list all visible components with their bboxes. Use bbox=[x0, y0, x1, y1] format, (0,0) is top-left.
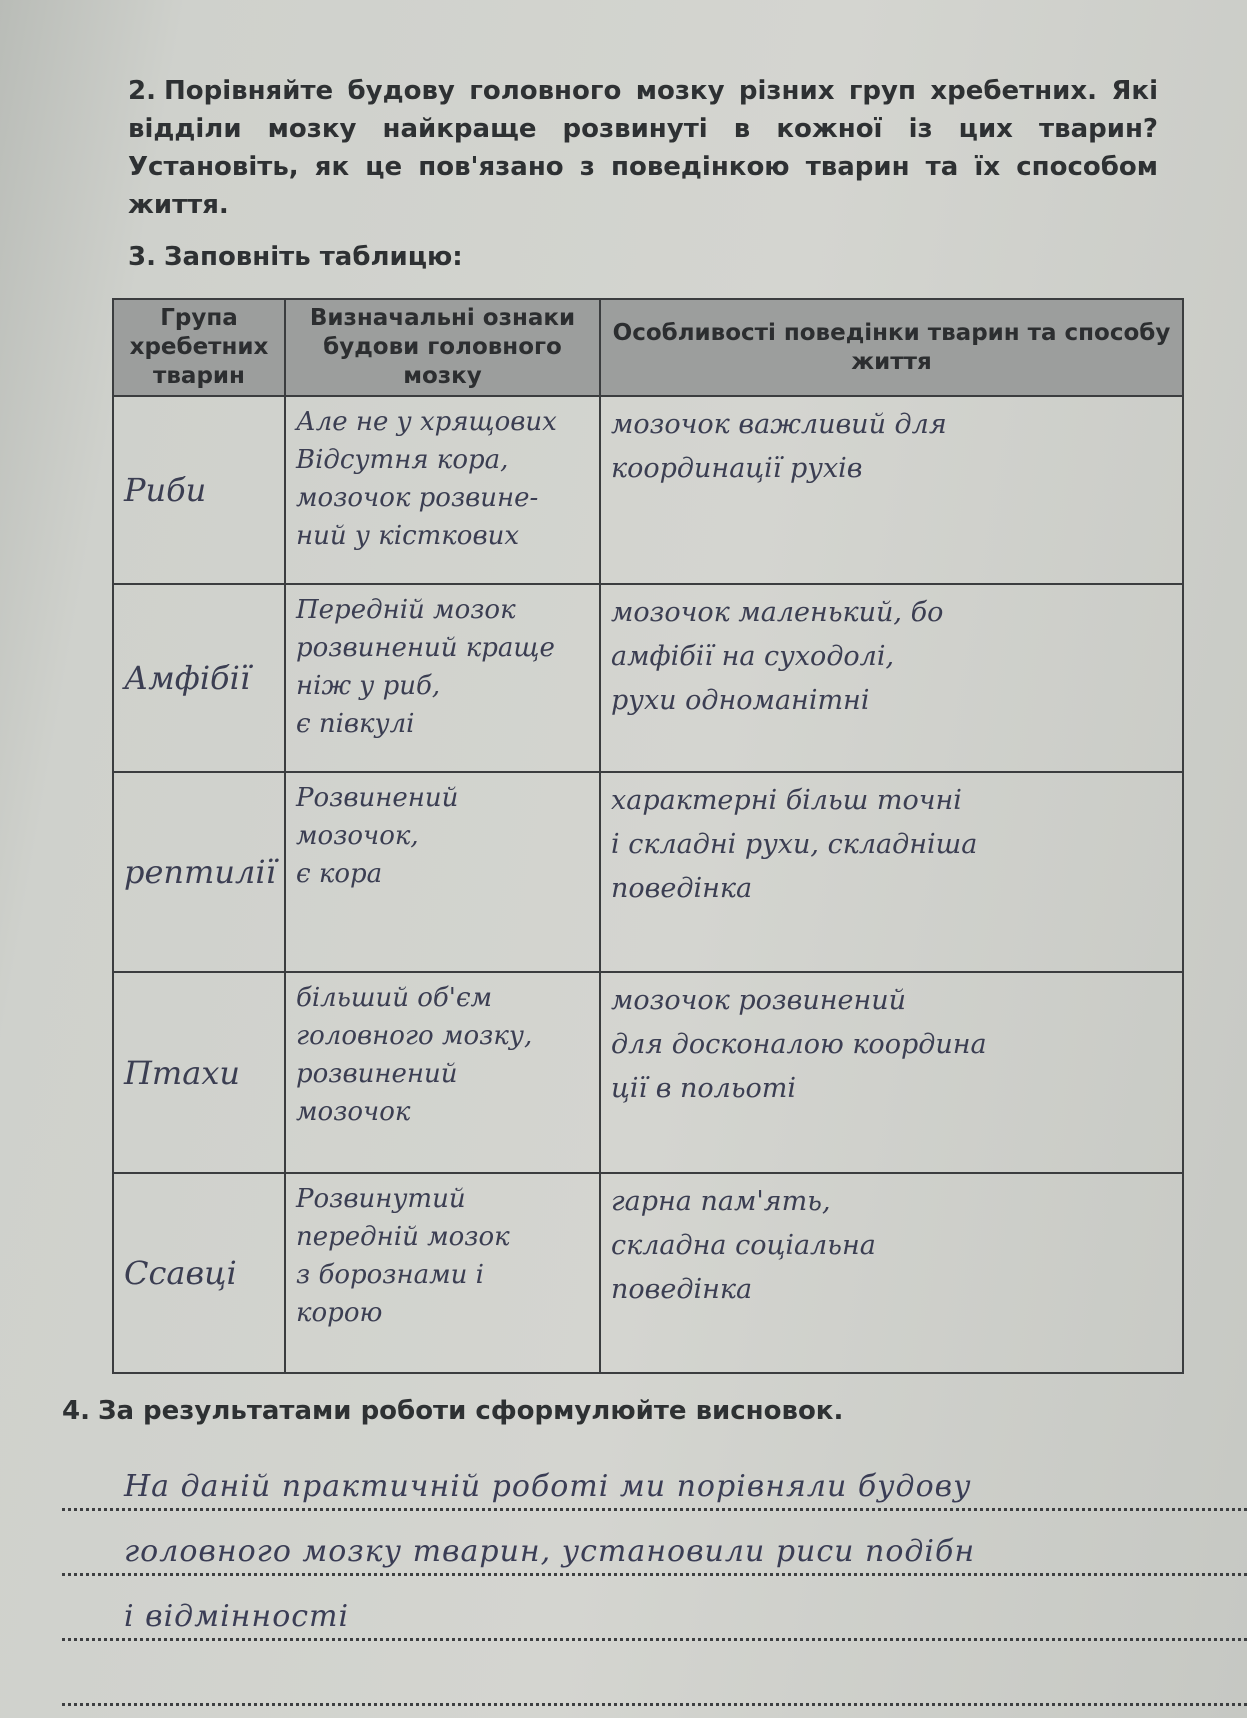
behavior-line: рухи одноманітні bbox=[611, 685, 870, 717]
conclusion-line[interactable] bbox=[62, 1511, 1247, 1576]
trait-line: Передній мозок bbox=[296, 595, 516, 626]
behavior-line: і складні рухи, складніша bbox=[611, 829, 978, 861]
behavior-line: координації рухів bbox=[611, 453, 863, 484]
header-traits: Визначальні ознаки будови головного мозку bbox=[285, 299, 600, 396]
group-name: рептилії bbox=[124, 853, 276, 892]
conclusion-line[interactable] bbox=[62, 1576, 1247, 1641]
cell-behavior[interactable] bbox=[600, 972, 1183, 1174]
trait-line: Але не у хрящових bbox=[296, 407, 557, 437]
conclusion-text: і відмінності bbox=[124, 1599, 350, 1634]
cell-behavior[interactable] bbox=[600, 772, 1183, 971]
conclusion-text: На даній практичній роботі ми порівняли будову bbox=[124, 1469, 972, 1504]
behavior-line: гарна пам'ять, bbox=[611, 1186, 831, 1218]
cell-group[interactable] bbox=[113, 396, 285, 584]
brain-comparison-table-wrap bbox=[112, 298, 1182, 1374]
conclusion-line[interactable] bbox=[62, 1641, 1247, 1706]
trait-line: з борознами і bbox=[296, 1260, 484, 1291]
cell-traits[interactable] bbox=[285, 584, 600, 772]
trait-line: мозочок bbox=[296, 1096, 411, 1127]
brain-comparison-table bbox=[112, 298, 1184, 1374]
cell-behavior[interactable] bbox=[600, 1173, 1183, 1373]
behavior-line: для досконалою координа bbox=[611, 1028, 987, 1060]
header-group: Група хребетних тварин bbox=[113, 299, 285, 396]
behavior-line: ції в польоті bbox=[611, 1072, 797, 1104]
task-4-text: За результатами роботи сформулюйте висновок. bbox=[97, 1396, 844, 1426]
cell-behavior[interactable] bbox=[600, 396, 1183, 584]
conclusion-area[interactable] bbox=[62, 1446, 1247, 1706]
trait-line: є кора bbox=[296, 859, 383, 890]
cell-group[interactable] bbox=[113, 972, 285, 1174]
trait-line: Відсутня кора, bbox=[296, 445, 509, 475]
table-row bbox=[113, 772, 1183, 971]
trait-line: головного мозку, bbox=[296, 1020, 533, 1051]
trait-line: Розвинений bbox=[296, 783, 459, 814]
behavior-line: амфібії на суходолі, bbox=[611, 641, 895, 673]
cell-traits[interactable] bbox=[285, 396, 600, 584]
trait-line: корою bbox=[296, 1298, 383, 1329]
task-2 bbox=[128, 72, 1158, 224]
task-3-number: 3. bbox=[128, 242, 156, 272]
group-name: Птахи bbox=[124, 1053, 240, 1092]
trait-line: ніж у риб, bbox=[296, 671, 441, 702]
trait-line: розвинений краще bbox=[296, 633, 555, 664]
table-header-row bbox=[113, 299, 1183, 396]
table-row bbox=[113, 396, 1183, 584]
conclusion-text: головного мозку тварин, установили риси подібн bbox=[124, 1534, 976, 1569]
header-behavior: Особливості поведінки тварин та способу життя bbox=[600, 299, 1183, 396]
group-name: Ссавці bbox=[124, 1254, 237, 1293]
task-4 bbox=[62, 1392, 843, 1430]
trait-line: мозочок, bbox=[296, 821, 419, 852]
behavior-line: мозочок розвинений bbox=[611, 984, 907, 1016]
trait-line: Розвинутий bbox=[296, 1184, 466, 1215]
cell-group[interactable] bbox=[113, 772, 285, 971]
cell-group[interactable] bbox=[113, 1173, 285, 1373]
trait-line: передній мозок bbox=[296, 1222, 510, 1253]
table-row bbox=[113, 972, 1183, 1174]
table-row bbox=[113, 584, 1183, 772]
trait-line: розвинений bbox=[296, 1058, 458, 1089]
task-2-text: Порівняйте будову головного мозку різних груп хребетних. Які відділи мозку найкраще розвинуті в кожної із цих тварин? Установіть, як це пов'язано з поведінкою тварин та їх способом життя. bbox=[128, 76, 1158, 220]
group-name: Амфібії bbox=[124, 659, 251, 698]
behavior-line: складна соціальна bbox=[611, 1230, 876, 1262]
trait-line: мозочок розвине- bbox=[296, 483, 539, 513]
behavior-line: поведінка bbox=[611, 873, 753, 905]
conclusion-line[interactable] bbox=[62, 1446, 1247, 1511]
cell-traits[interactable] bbox=[285, 972, 600, 1174]
behavior-line: поведінка bbox=[611, 1274, 753, 1306]
trait-line: ний у кісткових bbox=[296, 521, 520, 551]
cell-group[interactable] bbox=[113, 584, 285, 772]
task-2-number: 2. bbox=[128, 76, 156, 106]
task-4-number: 4. bbox=[62, 1396, 90, 1426]
task-3 bbox=[128, 238, 463, 276]
cell-behavior[interactable] bbox=[600, 584, 1183, 772]
task-3-text: Заповніть таблицю: bbox=[163, 242, 463, 272]
cell-traits[interactable] bbox=[285, 772, 600, 971]
group-name: Риби bbox=[124, 471, 207, 510]
behavior-line: мозочок важливий для bbox=[611, 409, 947, 440]
trait-line: є півкулі bbox=[296, 709, 415, 740]
cell-traits[interactable] bbox=[285, 1173, 600, 1373]
behavior-line: характерні більш точні bbox=[611, 785, 962, 817]
trait-line: більший об'єм bbox=[296, 982, 493, 1013]
behavior-line: мозочок маленький, бо bbox=[611, 597, 944, 629]
table-row bbox=[113, 1173, 1183, 1373]
